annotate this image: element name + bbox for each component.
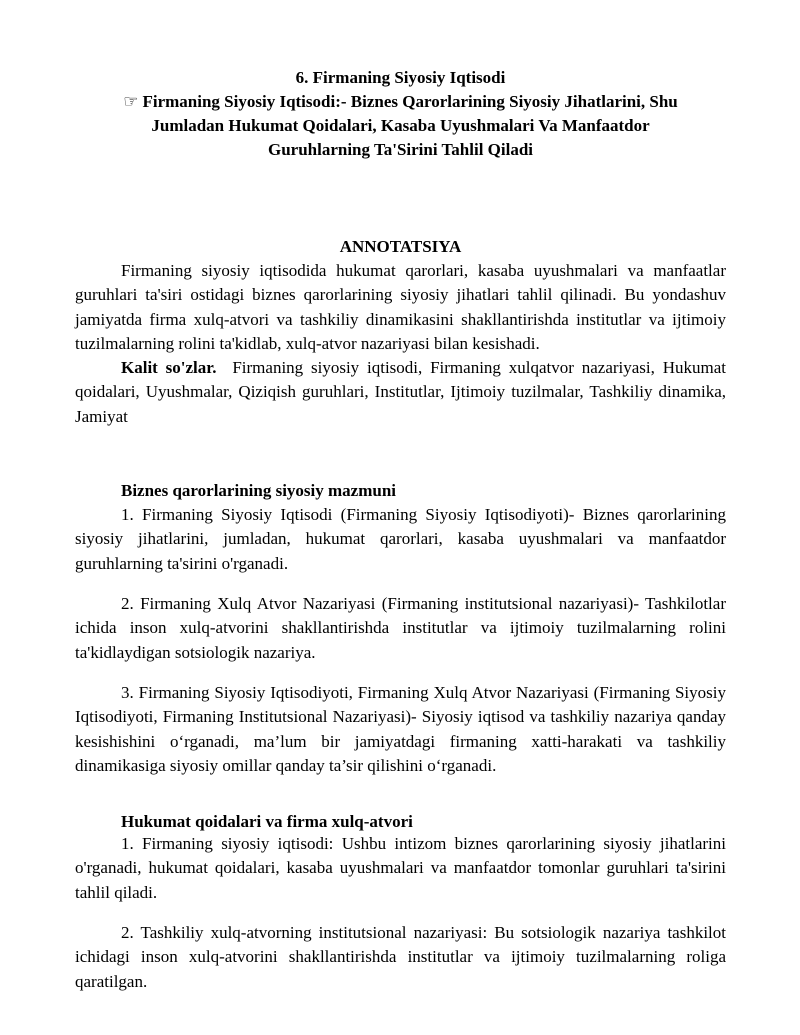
annotation-heading: ANNOTATSIYA (339, 237, 462, 256)
subtitle-text: Firmaning Siyosiy Iqtisodi:- Biznes Qarorlarining Siyosiy Jihatlarini, Shu Jumladan Hukumat Qoidalari, Kasaba Uyushmalari Va Manfaatdor Guruhlarning Ta'Sirini Tahlil Qiladi (142, 92, 678, 159)
list-item: 3. Firmaning Siyosiy Iqtisodiyoti, Firmaning Xulq Atvor Nazariyasi (Firmaning Siyosiy Iqtisodiyoti, Firmaning Institutsional Nazariyasi)- Siyosiy iqtisod va tashkiliy nazariya qanday kesishishini o‘rganadi, ma’lum bir jamiyatdagi firmaning xatti-harakati va tashkiliy dinamikasiga siyosiy omillar qanday ta’sir qilishini o‘rganadi. (75, 683, 726, 775)
list-item: 1. Firmaning Siyosiy Iqtisodi (Firmaning Siyosiy Iqtisodiyoti)- Biznes qarorlarining siyosiy jihatlarini, jumladan, hukumat qarorlari, kasaba uyushmalari va manfaatdor guruhlarning ta'sirini o'rganadi. (75, 505, 726, 573)
section-heading-government-rules: Hukumat qoidalari va firma xulq-atvori (121, 812, 413, 831)
pointing-hand-icon: ☞ (123, 92, 139, 111)
list-item: 2. Firmaning Xulq Atvor Nazariyasi (Firmaning institutsional nazariyasi)- Tashkilotlar ichida inson xulq-atvorini shakllantirishda institutlar va ijtimoiy tuzilmalarning rolini ta'kidlaydigan sotsiologik nazariya. (75, 594, 726, 662)
document-title: 6. Firmaning Siyosiy Iqtisodi (295, 68, 506, 87)
document-subtitle (75, 90, 726, 162)
section-heading-political-content: Biznes qarorlarining siyosiy mazmuni (121, 481, 397, 500)
title-block (75, 66, 726, 162)
list-item: 1. Firmaning siyosiy iqtisodi: Ushbu intizom biznes qarorlarining siyosiy jihatlarini o'rganadi, hukumat qoidalari, kasaba uyushmalari va manfaatdor tomonlar guruhlari ta'sirini tahlil qiladi. (75, 834, 726, 902)
keywords-label: Kalit so'zlar. (121, 358, 217, 377)
annotation-text: Firmaning siyosiy iqtisodida hukumat qarorlari, kasaba uyushmalari va manfaatlar guruhlari ta'siri ostidagi biznes qarorlarining siyosiy jihatlari tahlil qilinadi. Bu yondashuv jamiyatda firma xulq-atvori va tashkiliy dinamikasini shakllantirishda institutlar va ijtimoiy tuzilmalarning rolini ta'kidlab, xulq-atvor nazariyasi bilan kesishadi. (75, 261, 726, 353)
keywords-text: Firmaning siyosiy iqtisodi, Firmaning xulqatvor nazariyasi, Hukumat qoidalari, Uyushmalar, Qiziqish guruhlari, Institutlar, Ijtimoiy tuzilmalar, Tashkiliy dinamika, Jamiyat (75, 358, 726, 426)
keywords-paragraph (75, 356, 726, 429)
list-item: 2. Tashkiliy xulq-atvorning institutsional nazariyasi: Bu sotsiologik nazariya tashkilot ichidagi inson xulq-atvorini shakllantirishda institutlar va ijtimoiy tuzilmalarning roliga qaratilgan. (75, 923, 726, 991)
